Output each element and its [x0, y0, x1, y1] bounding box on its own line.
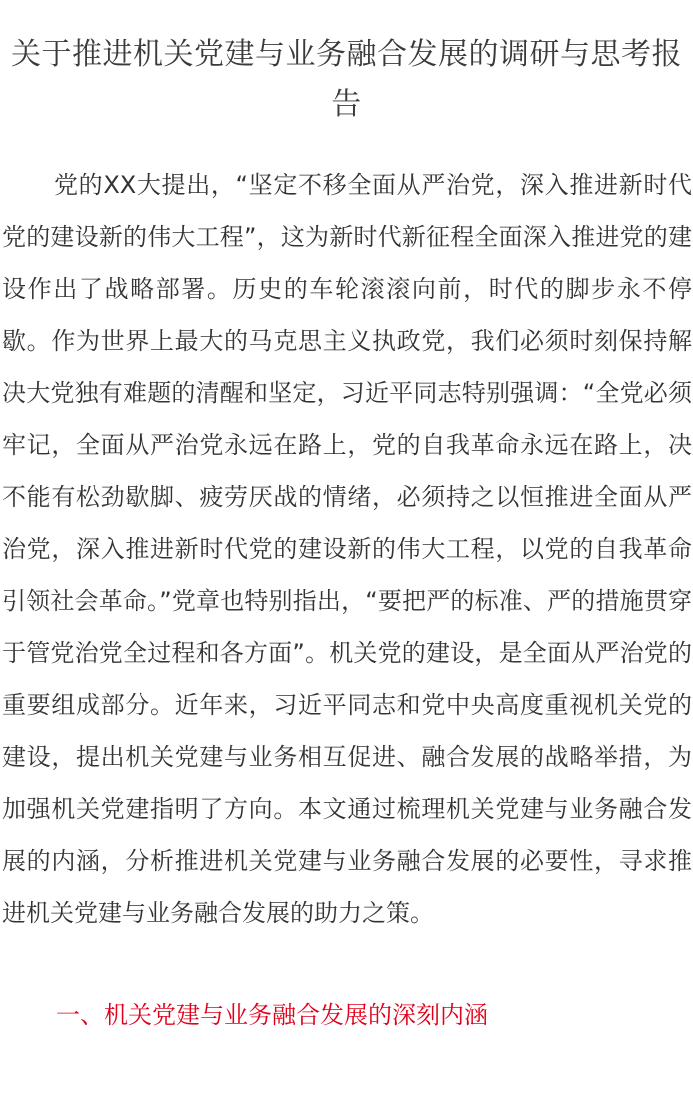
intro-paragraph: 党的XX大提出，“坚定不移全面从严治党，深入推进新时代党的建设新的伟大工程”，这为新时代新征程全面深入推进党的建设作出了战略部署。历史的车轮滚滚向前，时代的脚步永不停歇。作为世界上最大的马克思主义执政党，我们必须时刻保持解决大党独有难题的清醒和坚定，习近平同志特别强调：“全党必须牢记，全面从严治党永远在路上，党的自我革命永远在路上，决不能有松劲歇脚、疲劳厌战的情绪，必须持之以恒推进全面从严治党，深入推进新时代党的建设新的伟大工程，以党的自我革命引领社会革命。”党章也特别指出，“要把严的标准、严的措施贯穿于管党治党全过程和各方面”。机关党的建设，是全面从严治党的重要组成部分。近年来，习近平同志和党中央高度重视机关党的建设，提出机关党建与业务相互促进、融合发展的战略举措，为加强机关党建指明了方向。本文通过梳理机关党建与业务融合发展的内涵，分析推进机关党建与业务融合发展的必要性，寻求推进机关党建与业务融合发展的助力之策。	[2, 171, 692, 927]
section-heading: 一、机关党建与业务融合发展的深刻内涵	[56, 1001, 488, 1029]
page-title: 关于推进机关党建与业务融合发展的调研与思考报告	[11, 37, 682, 122]
